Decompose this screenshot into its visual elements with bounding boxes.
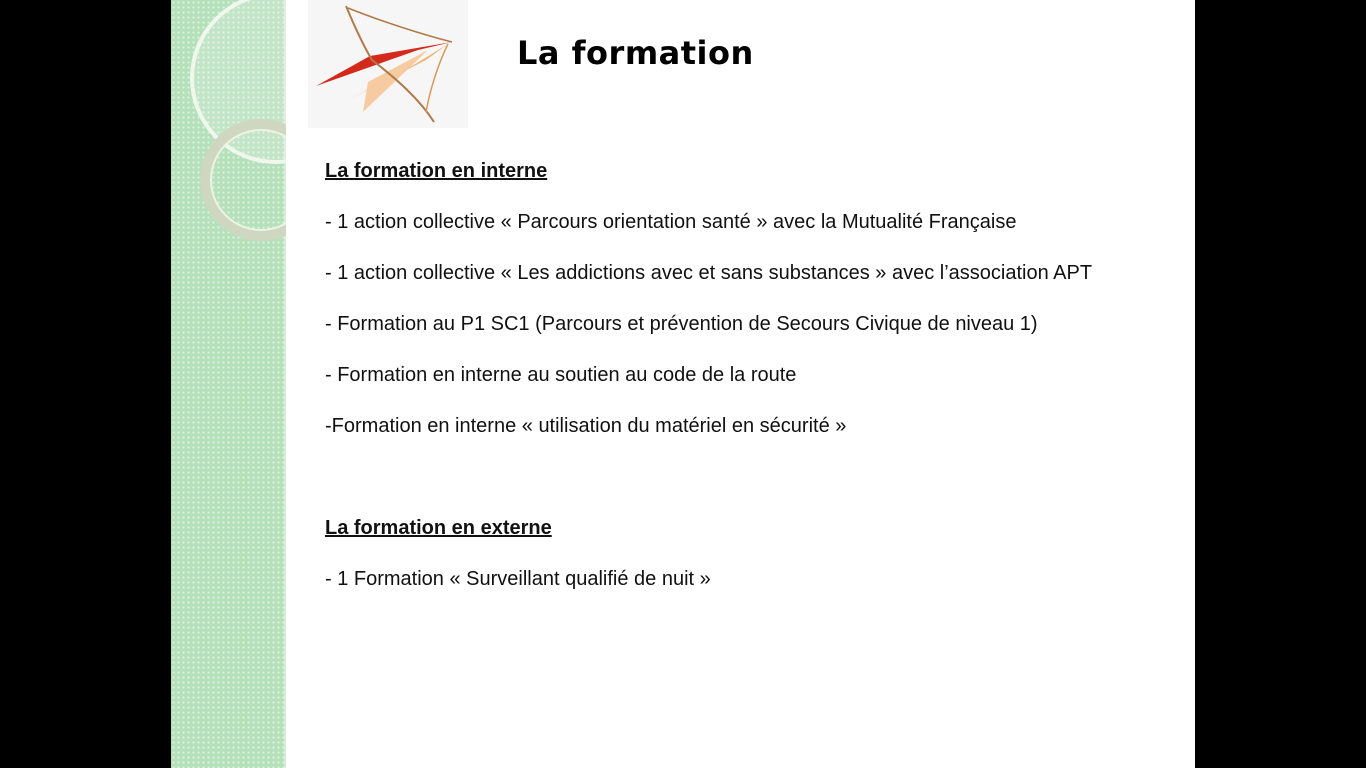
section-heading-internal: La formation en interne	[325, 160, 548, 182]
sail-logo-icon	[308, 0, 468, 128]
slide-title: La formation	[517, 34, 754, 72]
slide-content	[325, 157, 1185, 593]
list-item: - 1 action collective « Les addictions avec et sans substances » avec l’association APT	[325, 262, 1093, 284]
list-item: -Formation en interne « utilisation du matériel en sécurité »	[325, 415, 847, 437]
section-heading-external: La formation en externe	[325, 517, 552, 539]
list-item: - 1 action collective « Parcours orientation santé » avec la Mutualité Française	[325, 211, 1017, 233]
list-item: - Formation en interne au soutien au code de la route	[325, 364, 797, 386]
slide	[171, 0, 1195, 768]
decorative-side-band	[171, 0, 286, 768]
decorative-rings	[171, 0, 286, 768]
logo	[308, 0, 468, 128]
list-item: - Formation au P1 SC1 (Parcours et prévention de Secours Civique de niveau 1)	[325, 313, 1038, 335]
list-item: - 1 Formation « Surveillant qualifié de nuit »	[325, 568, 711, 590]
